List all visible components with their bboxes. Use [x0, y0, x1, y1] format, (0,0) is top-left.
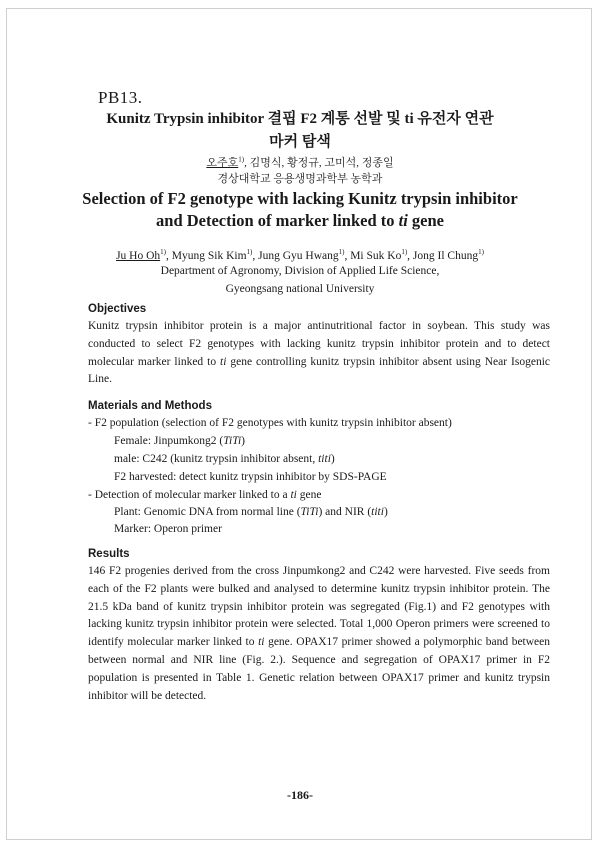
korean-affiliation: 경상대학교 응용생명과학부 농학과	[217, 173, 383, 185]
results-heading: Results	[88, 548, 130, 560]
korean-authors	[0, 154, 600, 170]
objectives-text: Kunitz trypsin inhibitor protein is a major antinutritional factor in soybean. This study was conducted to select F2 genotypes with lacking kunitz trypsin inhibitor protein and to detect molecular marker linked to ti gene controlling kunitz trypsin inhibitor absent using Near Isogenic Line.	[88, 320, 550, 386]
english-authors: Ju Ho Oh$^{1)}$, Myung Sik Kim$^{1)}$, Jung Gyu Hwang$^{1)}$, Mi Suk Ko$^{1)}$, Jong Il Chung$^{1)}$	[116, 248, 484, 262]
abstract-code: PB13.	[98, 88, 143, 107]
english-title-line-1: Selection of F2 genotype with lacking Kunitz trypsin inhibitor	[82, 189, 518, 208]
affiliation-mark: 1)	[238, 155, 245, 164]
english-title-line-2: and Detection of marker linked to ti gene	[156, 211, 444, 230]
korean-title-line-2: 마커 탐색	[269, 134, 331, 150]
methods-line-6: Plant: Genomic DNA from normal line (TiTi) and NIR (titi)	[114, 506, 388, 518]
results-text: 146 F2 progenies derived from the cross Jinpumkong2 and C242 were harvested. Five seeds from each of the F2 plants were bulked and analysed to determine kunitz trypsin inhibitor protein. The 21.5 kDa band of kunitz trypsin inhibitor protein was segregated (Fig.1) and F2 genotypes with lacking kunitz trypsin inhibitor protein were selected. Total 1,000 Operon primers were screened to identify molecular marker linked to ti gene. OPAX17 primer showed a polymorphic band between between normal and NIR line (Fig. 2.). Sequence and segregation of OPAX17 primer in F2 population is presented in Table 1. Genetic relation between OPAX17 primer and kunitz trypsin inhibitor will be detected.	[88, 565, 551, 702]
korean-other-authors: , 김명식, 황정규, 고미석, 정종일	[244, 157, 394, 169]
ti-gene-italic: ti	[398, 211, 408, 230]
korean-title-line-1: Kunitz Trypsin inhibitor 결핍 F2 계통 선발 및 ti 유전자 연관	[106, 111, 494, 127]
english-affiliation-line-2: Gyeongsang national University	[225, 283, 375, 295]
methods-line-3: male: C242 (kunitz trypsin inhibitor absent, titi)	[114, 453, 335, 465]
methods-heading: Materials and Methods	[88, 400, 212, 412]
page-number: -186-	[287, 788, 313, 802]
methods-line-7: Marker: Operon primer	[114, 523, 222, 535]
objectives-heading: Objectives	[88, 303, 147, 315]
english-first-author: Ju Ho Oh	[116, 249, 161, 262]
methods-line-4: F2 harvested: detect kunitz trypsin inhibitor by SDS-PAGE	[114, 471, 387, 483]
korean-first-author: 오주호	[206, 157, 239, 169]
english-affiliation-line-1: Department of Agronomy, Division of Applied Life Science,	[160, 265, 440, 277]
methods-line-2: Female: Jinpumkong2 (TiTi)	[114, 435, 246, 447]
methods-line-5: - Detection of molecular marker linked to a ti gene	[88, 489, 322, 501]
methods-line-1: - F2 population (selection of F2 genotypes with kunitz trypsin inhibitor absent)	[88, 417, 452, 429]
